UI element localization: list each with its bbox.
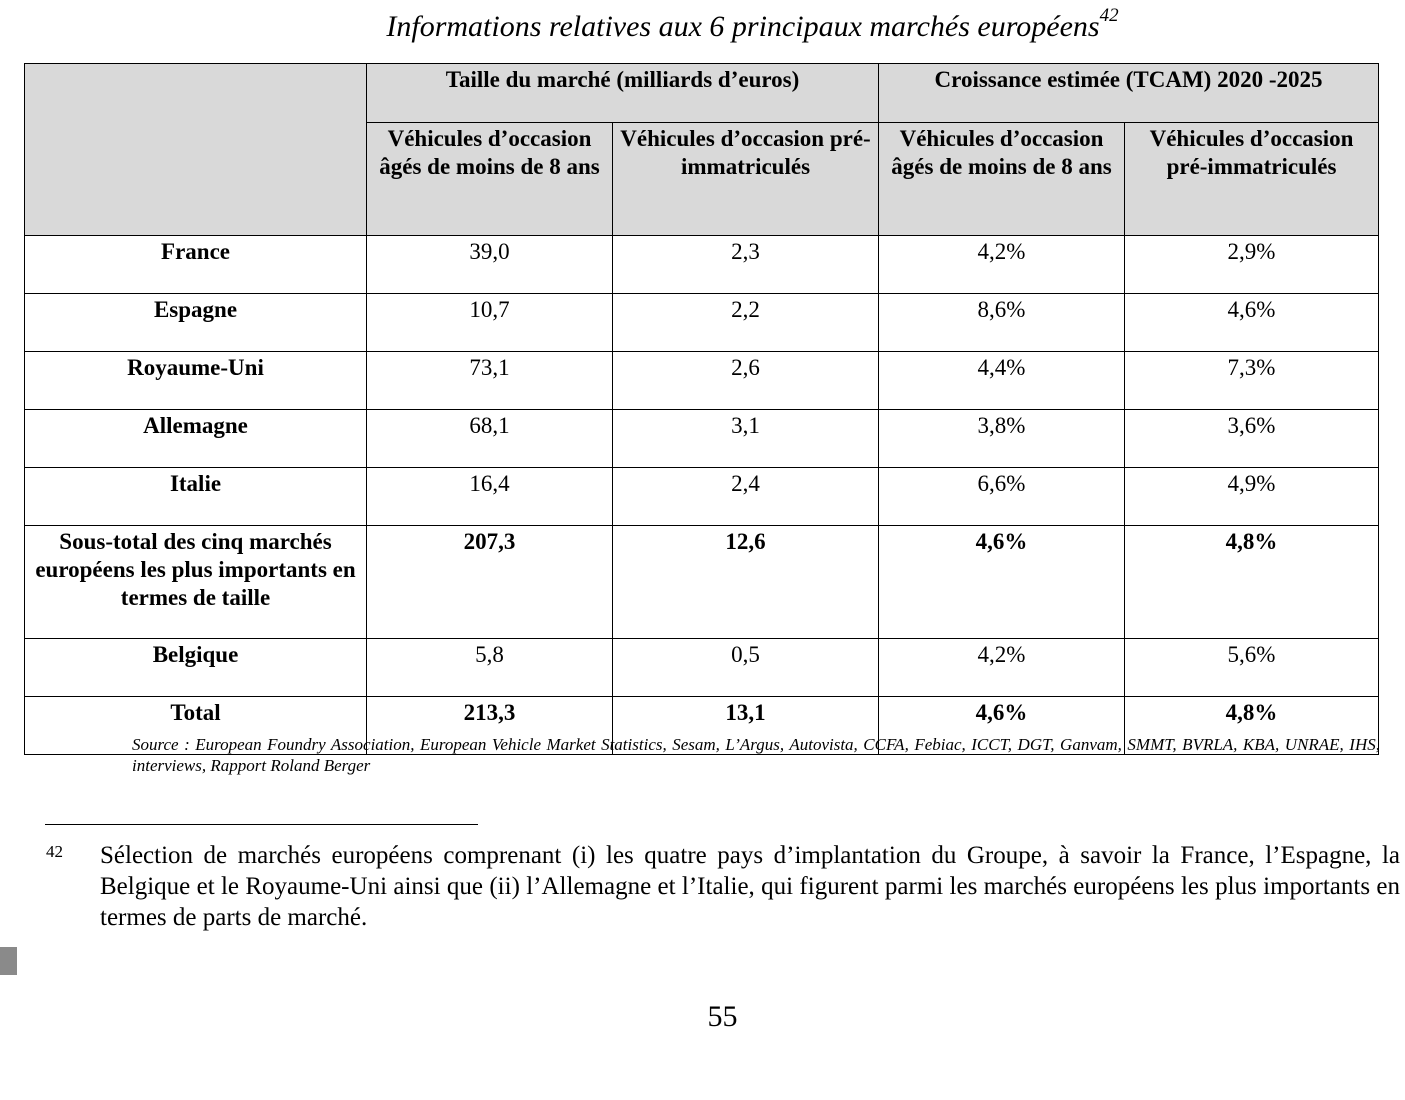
table-cell: 4,8% (1125, 697, 1379, 755)
table-cell: 5,8 (367, 639, 613, 697)
table-row (25, 410, 1379, 468)
market-table (24, 63, 1379, 755)
margin-marker (0, 947, 17, 975)
subtotal-row (25, 526, 1379, 639)
table-cell: 207,3 (367, 526, 613, 639)
table-cell: 2,4 (613, 468, 879, 526)
row-label: France (25, 236, 367, 294)
table-row (25, 639, 1379, 697)
table-cell: 2,3 (613, 236, 879, 294)
row-label: Sous-total des cinq marchés européens les plus importants en termes de taille (25, 526, 367, 639)
table-cell: 2,9% (1125, 236, 1379, 294)
table-cell: 3,6% (1125, 410, 1379, 468)
table-cell: 4,2% (879, 639, 1125, 697)
table-cell: 4,2% (879, 236, 1125, 294)
sub-header-cell: Véhicules d’occasion âgés de moins de 8 ans (879, 123, 1125, 236)
footnote-divider (45, 824, 478, 825)
table-cell: 39,0 (367, 236, 613, 294)
row-label: Espagne (25, 294, 367, 352)
table-cell: 4,4% (879, 352, 1125, 410)
source-note: Source : European Foundry Association, European Vehicle Market Statistics, Sesam, L’Argus, Autovista, CCFA, Febiac, ICCT, DGT, Ganvam, SMMT, BVRLA, KBA, UNRAE, IHS, interviews, Rapport Roland Berger (132, 735, 1380, 775)
table-cell: 4,6% (879, 526, 1125, 639)
table-cell: 68,1 (367, 410, 613, 468)
table-cell: 6,6% (879, 468, 1125, 526)
table-title-text: Informations relatives aux 6 principaux marchés européens (386, 10, 1100, 43)
sub-header-cell: Véhicules d’occasion pré-immatriculés (1125, 123, 1379, 236)
table-cell: 213,3 (367, 697, 613, 755)
group-header-growth: Croissance estimée (TCAM) 2020 -2025 (879, 64, 1379, 123)
table-cell: 4,6% (1125, 294, 1379, 352)
table-cell: 5,6% (1125, 639, 1379, 697)
row-label: Italie (25, 468, 367, 526)
table-row (25, 468, 1379, 526)
sub-header-cell: Véhicules d’occasion âgés de moins de 8 ans (367, 123, 613, 236)
table-group-header-row (25, 64, 1379, 123)
table-cell: 2,2 (613, 294, 879, 352)
table-row (25, 352, 1379, 410)
footnote-text: Sélection de marchés européens comprenant (i) les quatre pays d’implantation du Groupe, à savoir la France, l’Espagne, la Belgique et le Royaume-Uni ainsi que (ii) l’Allemagne et l’Italie, qui figurent parmi les marchés européens les plus importants en termes de parts de marché. (100, 842, 1400, 931)
table-cell: 7,3% (1125, 352, 1379, 410)
table-cell: 12,6 (613, 526, 879, 639)
page-number: 55 (707, 1000, 738, 1033)
table-cell: 4,8% (1125, 526, 1379, 639)
sub-header-cell: Véhicules d’occasion pré-immatriculés (613, 123, 879, 236)
table-cell: 13,1 (613, 697, 879, 755)
table-cell: 4,9% (1125, 468, 1379, 526)
table-cell: 16,4 (367, 468, 613, 526)
empty-corner-cell (25, 64, 367, 236)
table-cell: 0,5 (613, 639, 879, 697)
table-cell: 8,6% (879, 294, 1125, 352)
table-cell: 2,6 (613, 352, 879, 410)
table-title (0, 0, 1405, 47)
row-label: Royaume-Uni (25, 352, 367, 410)
footnote-number: 42 (46, 842, 63, 861)
group-header-market-size: Taille du marché (milliards d’euros) (367, 64, 879, 123)
footnote-reference: 42 (1099, 5, 1119, 26)
row-label: Allemagne (25, 410, 367, 468)
table-cell: 3,1 (613, 410, 879, 468)
table-cell: 3,8% (879, 410, 1125, 468)
table-row (25, 294, 1379, 352)
table-cell: 73,1 (367, 352, 613, 410)
table-row (25, 236, 1379, 294)
row-label: Total (25, 697, 367, 755)
table-cell: 10,7 (367, 294, 613, 352)
row-label: Belgique (25, 639, 367, 697)
table-cell: 4,6% (879, 697, 1125, 755)
